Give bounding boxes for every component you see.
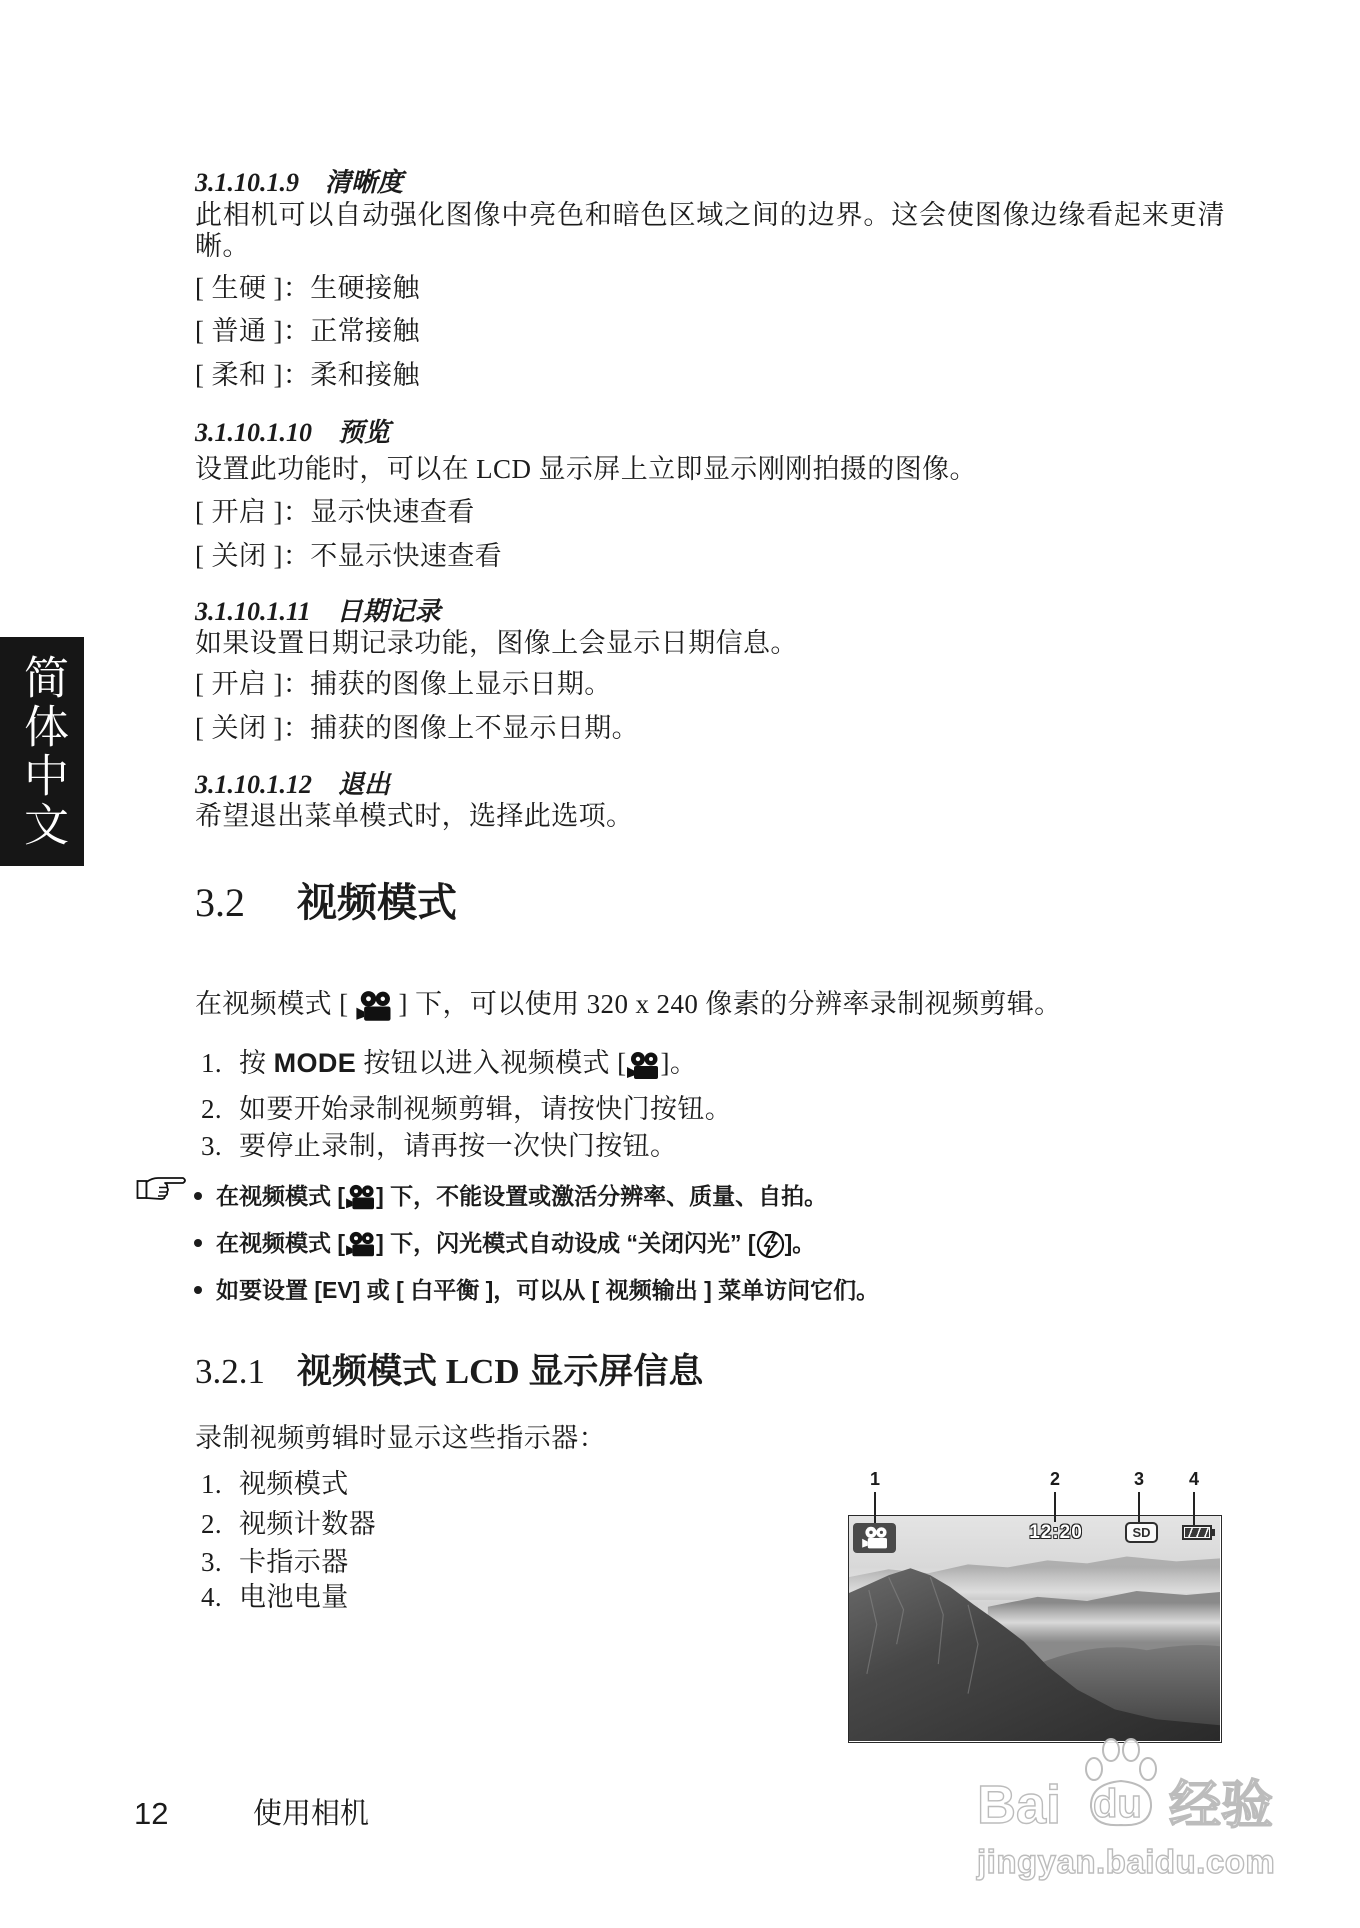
video-camera-icon — [861, 1526, 889, 1550]
list-text: 视频计数器 — [239, 1509, 376, 1539]
list-number: 2. — [201, 1509, 223, 1539]
language-side-tab — [0, 637, 84, 866]
step-text-after: 按钮以进入视频模式 [ — [356, 1048, 627, 1078]
note-text-before: 在视频模式 [ — [216, 1183, 346, 1209]
watermark-jingyan: 经验 — [1169, 1777, 1274, 1835]
callout-number: 3 — [1133, 1469, 1144, 1489]
language-side-tab-label: 简体中文 — [16, 653, 69, 850]
battery-icon — [1182, 1525, 1212, 1540]
sharpness-description: 此相机可以自动强化图像中亮色和暗色区域之间的边界。这会使图像边缘看起来更清晰。 — [195, 200, 1225, 261]
list-item — [201, 1545, 349, 1579]
sharpness-option-hard: [ 生硬 ]：生硬接触 — [195, 273, 420, 303]
preview-option-off: [ 关闭 ]：不显示快速查看 — [195, 541, 503, 571]
watermark-url: jingyan.baidu.com — [977, 1843, 1276, 1880]
callout-line — [1138, 1492, 1140, 1522]
sd-card-icon: SD — [1125, 1522, 1158, 1543]
section-title: 视频模式 LCD 显示屏信息 — [297, 1352, 704, 1391]
sharpness-option-soft: [ 柔和 ]：柔和接触 — [195, 360, 420, 390]
section-heading-date-stamp — [195, 596, 441, 628]
list-text: 视频模式 — [239, 1469, 349, 1499]
step-text-before: 按 — [239, 1048, 274, 1078]
intro-text-after: ] 下，可以使用 320 x 240 像素的分辨率录制视频剪辑。 — [398, 989, 1062, 1019]
watermark-brand-du: du — [1093, 1782, 1142, 1826]
video-camera-icon — [626, 1051, 660, 1081]
callout-line — [1054, 1492, 1056, 1522]
date-stamp-option-off: [ 关闭 ]：捕获的图像上不显示日期。 — [195, 713, 640, 743]
step-number: 1. — [201, 1048, 223, 1078]
section-number: 3.1.10.1.10 — [195, 418, 312, 447]
video-camera-icon — [355, 990, 393, 1023]
flash-off-icon — [756, 1230, 785, 1259]
note-item — [194, 1227, 815, 1259]
sharpness-option-normal: [ 普通 ]：正常接触 — [195, 316, 420, 346]
exit-description: 希望退出菜单模式时，选择此选项。 — [195, 801, 634, 831]
video-camera-icon — [345, 1184, 376, 1211]
preview-description: 设置此功能时，可以在 LCD 显示屏上立即显示刚刚拍摄的图像。 — [195, 454, 977, 484]
note-text-before: 在视频模式 [ — [216, 1230, 346, 1256]
section-heading-exit — [195, 769, 390, 801]
page-number: 12 — [134, 1796, 169, 1831]
section-number: 3.1.10.1.12 — [195, 770, 312, 799]
note-text-after: ] 下，不能设置或激活分辨率、质量、自拍。 — [376, 1183, 828, 1209]
lcd-video-mode-indicator — [853, 1523, 896, 1553]
video-camera-icon — [345, 1231, 376, 1258]
step-text-end: ]。 — [660, 1048, 698, 1078]
note-text-after: ]。 — [784, 1230, 816, 1256]
section-title: 预览 — [338, 418, 391, 447]
note-text: 如要设置 [EV] 或 [ 白平衡 ]，可以从 [ 视频输出 ] 菜单访问它们。 — [216, 1277, 880, 1303]
lcd-preview-photo — [848, 1515, 1222, 1743]
mode-key-label: MODE — [273, 1048, 357, 1078]
section-number: 3.2 — [195, 880, 245, 925]
battery-terminal — [1212, 1529, 1215, 1536]
step-number: 2. — [201, 1094, 223, 1124]
note-item — [194, 1274, 879, 1306]
watermark-brand-bai: Bai — [977, 1775, 1062, 1835]
section-title: 清晰度 — [325, 168, 404, 197]
callout-line — [1193, 1492, 1195, 1525]
preview-option-on: [ 开启 ]：显示快速查看 — [195, 497, 475, 527]
date-stamp-option-on: [ 开启 ]：捕获的图像上显示日期。 — [195, 669, 612, 699]
list-number: 3. — [201, 1547, 223, 1577]
callout-number: 2 — [1049, 1469, 1060, 1489]
step-item — [201, 1046, 697, 1081]
list-item — [201, 1580, 349, 1614]
section-heading-video-mode — [195, 879, 457, 927]
callout-number: 1 — [869, 1469, 880, 1489]
section-title: 日期记录 — [336, 597, 441, 626]
step-text: 要停止录制，请再按一次快门按钮。 — [239, 1131, 678, 1161]
step-item — [201, 1092, 732, 1126]
pointing-hand-icon — [136, 1172, 188, 1206]
date-stamp-description: 如果设置日期记录功能，图像上会显示日期信息。 — [195, 628, 798, 658]
lcd-video-counter: 12:20 — [1029, 1522, 1083, 1543]
list-text: 电池电量 — [239, 1582, 349, 1612]
step-item — [201, 1129, 677, 1163]
video-mode-intro — [195, 987, 1062, 1023]
section-title: 视频模式 — [297, 880, 457, 925]
list-number: 1. — [201, 1469, 223, 1499]
lcd-info-intro: 录制视频剪辑时显示这些指示器： — [195, 1423, 606, 1453]
intro-text-before: 在视频模式 [ — [195, 989, 349, 1019]
callout-number: 4 — [1188, 1469, 1199, 1489]
note-item — [194, 1180, 827, 1212]
landscape-image — [849, 1516, 1220, 1741]
step-text: 如要开始录制视频剪辑，请按快门按钮。 — [239, 1094, 733, 1124]
list-item — [201, 1467, 349, 1501]
section-heading-sharpness — [195, 167, 403, 199]
step-number: 3. — [201, 1131, 223, 1161]
bullet — [194, 1239, 202, 1247]
battery-fill — [1185, 1528, 1209, 1537]
note-text-middle: ] 下，闪光模式自动设成 “关闭闪光” [ — [376, 1230, 756, 1256]
section-number: 3.1.10.1.9 — [195, 168, 299, 197]
list-item — [201, 1507, 376, 1541]
bullet — [194, 1286, 202, 1294]
section-number: 3.1.10.1.11 — [195, 597, 311, 626]
list-number: 4. — [201, 1582, 223, 1612]
section-heading-preview — [195, 417, 390, 449]
bullet — [194, 1192, 202, 1200]
chapter-title: 使用相机 — [253, 1798, 370, 1830]
section-heading-lcd-info — [195, 1350, 703, 1394]
list-text: 卡指示器 — [239, 1547, 349, 1577]
watermark — [977, 1737, 1287, 1887]
section-number: 3.2.1 — [195, 1352, 265, 1391]
callout-line — [874, 1492, 876, 1523]
section-title: 退出 — [338, 770, 391, 799]
